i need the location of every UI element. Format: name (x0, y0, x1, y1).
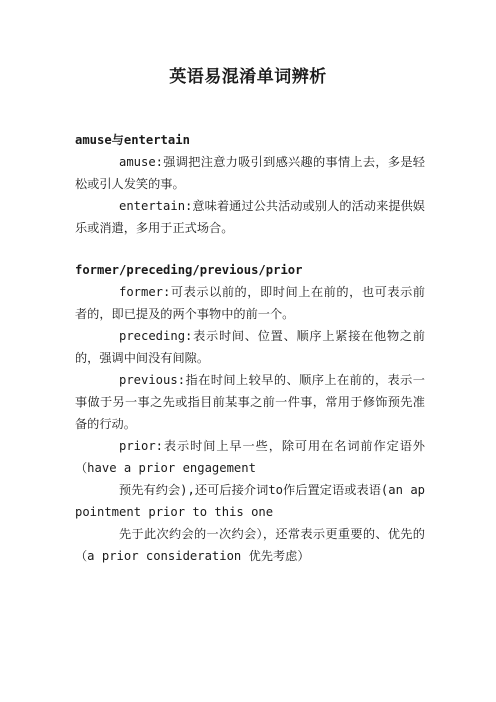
paragraph: 预先有约会),还可后接介词to作后置定语或表语(an appointment prior to this one (75, 483, 425, 519)
section-amuse-entertain (75, 129, 425, 239)
section-spacer (75, 239, 425, 259)
section-former-preceding-previous-prior (75, 259, 425, 567)
paragraph: previous:指在时间上较早的、顺序上在前的，表示一事做于另一事之先或指目前某事之前一件事，常用于修饰预先准备的行动。 (75, 373, 425, 431)
paragraph: prior:表示时间上早一些，除可用在名词前作定语外（have a prior engagement (75, 439, 425, 475)
document-title: 英语易混淆单词辨析 (169, 67, 327, 87)
paragraph: preceding:表示时间、位置、顺序上紧接在他物之前的，强调中间没有间隙。 (75, 329, 425, 365)
paragraph: entertain:意味着通过公共活动或别人的活动来提供娱乐或消遣，多用于正式场合。 (75, 199, 425, 235)
section-heading: former/preceding/previous/prior (75, 263, 303, 277)
section-heading: amuse与entertain (75, 133, 190, 147)
paragraph: amuse:强调把注意力吸引到感兴趣的事情上去，多是轻松或引人发笑的事。 (75, 155, 425, 191)
paragraph: former:可表示以前的，即时间上在前的，也可表示前者的，即已提及的两个事物中的前一个。 (75, 285, 425, 321)
document-body (75, 129, 425, 567)
paragraph: 先于此次约会的一次约会），还常表示更重要的、优先的（a prior consideration 优先考虑） (75, 527, 425, 563)
